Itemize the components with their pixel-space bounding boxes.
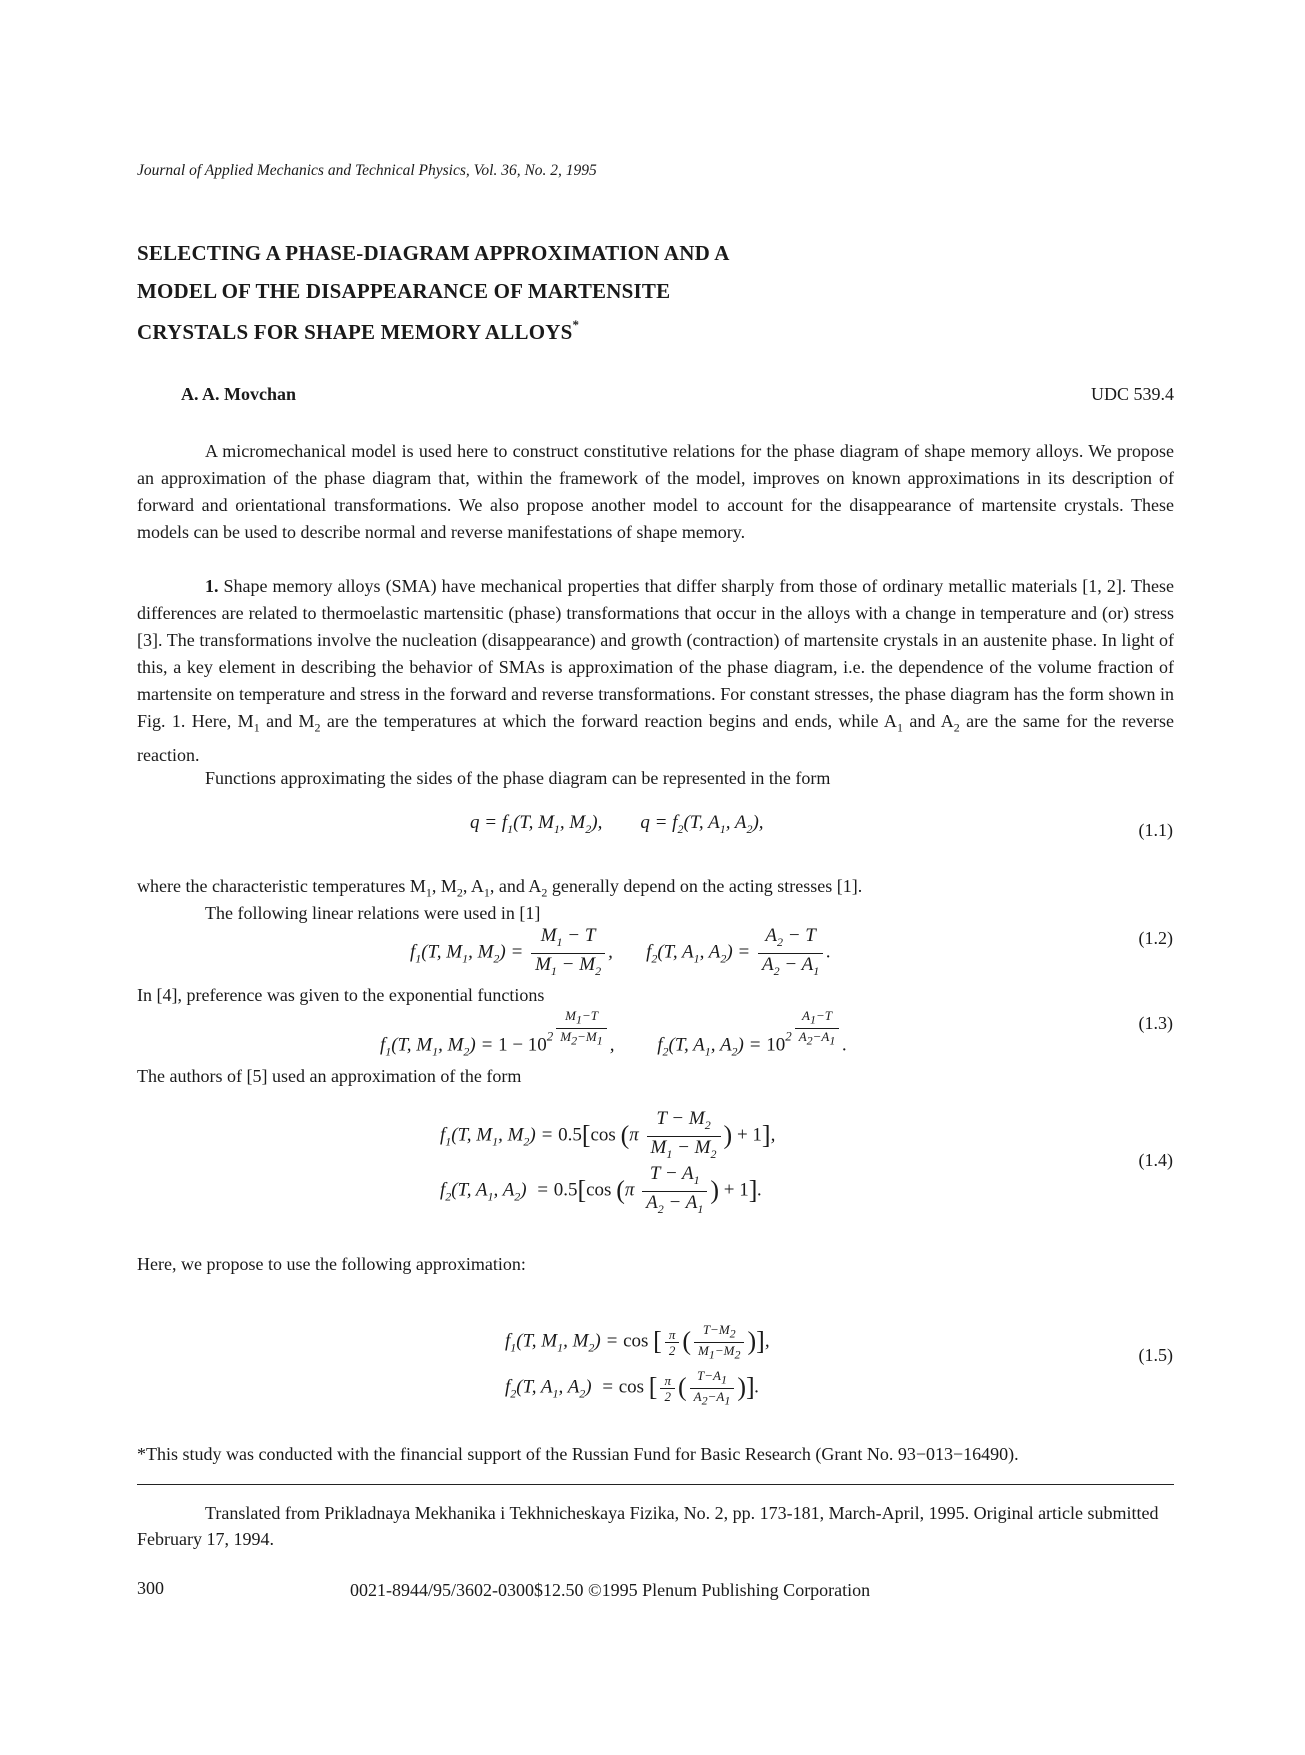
authors-5-intro: The authors of [5] used an approximation of the form — [137, 1066, 522, 1086]
abstract: A micromechanical model is used here to construct constitutive relations for the phase diagram of shape memory alloys. We propose an approximation of the phase diagram that, within the framework of the model, improves on known approximations in its description of forward and orientational transformations. We also propose another model to account for the disappearance of martensite crystals. These models can be used to describe normal and reverse manifestations of shape memory. — [137, 441, 1174, 542]
equation-1-5-line-2: $f_2(T$, $A_1$, $A_2) = \cos$ [ $\frac{\pi}{2}$ ( $\frac{T-A_1}{A_2-A_1}$ )]. — [505, 1368, 760, 1408]
section-1-text-c: are the temperatures at which the forward reaction begins and ends, while A — [320, 711, 897, 731]
equation-number-1-4: (1.4) — [1138, 1150, 1173, 1170]
page-number: 300 — [137, 1578, 164, 1598]
where-b: , M — [431, 876, 457, 896]
exponential-intro: In [4], preference was given to the exponential functions — [137, 985, 545, 1005]
title-line-3-text: CRYSTALS FOR SHAPE MEMORY ALLOYS — [137, 320, 573, 344]
article-title-line-1: SELECTING A PHASE-DIAGRAM APPROXIMATION AND A — [137, 241, 730, 265]
article-title-line-2: MODEL OF THE DISAPPEARANCE OF MARTENSITE — [137, 279, 671, 303]
translation-note: Translated from Prikladnaya Mekhanika i Tekhnicheskaya Fizika, No. 2, pp. 173-181, March-April, 1995. Original article submitted February 17, 1994. — [137, 1503, 1159, 1549]
journal-header: Journal of Applied Mechanics and Technical Physics, Vol. 36, No. 2, 1995 — [137, 162, 597, 179]
section-1-text-d: and A — [902, 711, 954, 731]
funding-footnote: *This study was conducted with the financial support of the Russian Fund for Basic Research (Grant No. 93−013−16490). — [137, 1444, 1019, 1464]
section-1-text-a: Shape memory alloys (SMA) have mechanical properties that differ sharply from those of ordinary metallic materials [1, 2]. These differences are related to thermoelastic martensitic (phase) transformations that occur in the alloys with a change in temperature and (or) stress [3]. The transformations involve the nucleation (disappearance) and growth (contraction) of martensite crystals in an austenite phase. In light of this, a key element in describing the behavior of SMAs is approximation of the phase diagram, i.e. the dependence of the volume fraction of martensite on temperature and stress in the forward and reverse transformations. For constant stresses, the phase diagram has the form shown in Fig. 1. Here, M — [137, 576, 1174, 731]
where-d: , and A — [489, 876, 542, 896]
where-a: where the characteristic temperatures M — [137, 876, 426, 896]
footnote-divider — [137, 1484, 1174, 1485]
equation-1-1: $q = f_1(T$, $M_1$, $M_2$), $q = f_2(T$, $A_1$, $A_2$), — [470, 812, 764, 836]
sub-m1: 1 — [253, 720, 260, 735]
equation-number-1-5: (1.5) — [1138, 1345, 1173, 1365]
udc-code: UDC 539.4 — [1090, 384, 1174, 404]
equation-1-3: $f_1(T$, $M_1$, $M_2) = 1 - 10^2$ $\frac{M_1-T}{M_2-M_1}$ , $f_2(T$, $A_1$, $A_2) = 10^2$ $\frac{A_1-T}{A_2-A_1}$ . — [380, 1008, 848, 1059]
equation-1-2: $f_1(T$, $M_1$, $M_2$) = $\frac{M_1 - T}{M_1 - M_2}$ , $f_2(T$, $A_1$, $A_2$) = $\frac{A_2 - T}{A_2 - A_1}$ . — [410, 925, 831, 978]
copyright-line: 0021-8944/95/3602-0300$12.50 ©1995 Plenum Publishing Corporation — [350, 1580, 871, 1600]
section-1-text-e: are the same for the reverse reaction. — [137, 711, 1175, 765]
linear-intro: The following linear relations were used in [1] — [205, 903, 541, 923]
equation-number-1-1: (1.1) — [1138, 820, 1173, 840]
sub-m2: 2 — [314, 720, 321, 735]
article-title-line-3 — [137, 317, 579, 345]
equation-number-1-2: (1.2) — [1138, 928, 1173, 948]
where-text: where the characteristic temperatures $M_1$, $M_2$, $A_1$, and $A_2$ generally depend on the acting stresses [1]. — [137, 876, 863, 900]
where-c: , A — [462, 876, 484, 896]
section-number: 1. — [205, 576, 219, 596]
author-name: A. A. Movchan — [181, 384, 297, 404]
title-footnote-mark: * — [572, 317, 580, 332]
sub-a1: 1 — [896, 720, 903, 735]
equation-1-4-line-1: $f_1(T$, $M_1$, $M_2) = 0.5[\cos$ (π $\frac{T - M_2}{M_1 - M_2}$ ) + 1], — [440, 1108, 776, 1161]
equation-1-5-line-1: $f_1(T$, $M_1$, $M_2) = \cos$ [ $\frac{\pi}{2}$ ( $\frac{T-M_2}{M_1-M_2}$ )], — [505, 1322, 770, 1362]
section-1-text-b: and M — [259, 711, 315, 731]
equation-number-1-3: (1.3) — [1138, 1013, 1173, 1033]
sub-a2: 2 — [953, 720, 960, 735]
equation-1-4-line-2: $f_2(T$, $A_1$, $A_2) = 0.5[\cos$ (π $\frac{T - A_1}{A_2 - A_1}$ ) + 1]. — [440, 1163, 763, 1216]
where-e: generally depend on the acting stresses [1]. — [547, 876, 863, 896]
functions-intro: Functions approximating the sides of the phase diagram can be represented in the form — [205, 768, 831, 788]
section-1-paragraph — [137, 573, 1174, 769]
proposed-approximation-intro: Here, we propose to use the following approximation: — [137, 1254, 526, 1274]
